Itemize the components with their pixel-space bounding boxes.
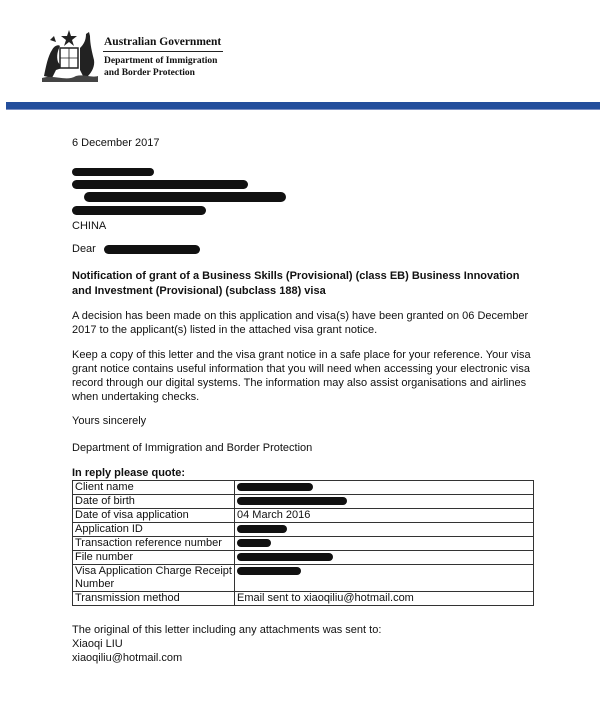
table-row bbox=[73, 537, 534, 551]
coat-of-arms-icon bbox=[40, 26, 100, 84]
recipient-email: xiaoqiliu@hotmail.com bbox=[72, 652, 183, 664]
table-row bbox=[73, 523, 534, 537]
row-value bbox=[235, 495, 534, 509]
row-label: File number bbox=[73, 551, 235, 565]
row-value bbox=[235, 537, 534, 551]
row-value: Email sent to xiaoqiliu@hotmail.com bbox=[235, 592, 534, 606]
body-paragraph-2: Keep a copy of this letter and the visa grant notice in a safe place for your reference. Your visa grant notice contains useful information that you will need when accessing your electronic visa record through our digital systems. The information may also assist organisations and airlines when undertaking checks. bbox=[72, 349, 531, 403]
row-value bbox=[235, 565, 534, 592]
header-divider bbox=[103, 51, 223, 52]
redacted-value bbox=[237, 497, 347, 505]
row-label: Date of birth bbox=[73, 495, 235, 509]
redacted-address-line-3 bbox=[72, 206, 206, 215]
row-label: Client name bbox=[73, 481, 235, 495]
department-name: Department of Immigration and Border Protection bbox=[104, 56, 218, 78]
row-label: Date of visa application bbox=[73, 509, 235, 523]
letter-subject: Notification of grant of a Business Skills (Provisional) (class EB) Business Innovation and Investment (Provisional) (subclass 188) visa bbox=[72, 270, 520, 297]
row-value bbox=[235, 551, 534, 565]
row-value: 04 March 2016 bbox=[235, 509, 534, 523]
row-label: Application ID bbox=[73, 523, 235, 537]
sent-to-block bbox=[72, 623, 381, 665]
header-blue-bar bbox=[6, 102, 600, 109]
row-label: Transaction reference number bbox=[73, 537, 235, 551]
redacted-value bbox=[237, 525, 287, 533]
closing: Yours sincerely bbox=[72, 415, 147, 427]
header-blue-bar-shadow bbox=[6, 109, 600, 110]
redacted-address-line-2 bbox=[84, 192, 286, 202]
reference-table bbox=[72, 480, 534, 606]
reference-table-title: In reply please quote: bbox=[72, 467, 186, 479]
table-row bbox=[73, 481, 534, 495]
row-value bbox=[235, 481, 534, 495]
letter-date: 6 December 2017 bbox=[72, 137, 160, 149]
table-row bbox=[73, 495, 534, 509]
redacted-recipient-name bbox=[104, 245, 200, 254]
redacted-name bbox=[72, 168, 154, 176]
recipient-name: Xiaoqi LIU bbox=[72, 638, 123, 650]
table-row bbox=[73, 551, 534, 565]
org-name: Australian Government bbox=[104, 36, 222, 48]
redacted-value bbox=[237, 553, 333, 561]
redacted-value bbox=[237, 567, 301, 575]
body-paragraph-1: A decision has been made on this application and visa(s) have been granted on 06 December 2017 to the applicant(s) listed in the attached visa grant notice. bbox=[72, 310, 529, 336]
row-label: Visa Application Charge Receipt Number bbox=[73, 565, 235, 592]
sent-to-line: The original of this letter including any attachments was sent to: bbox=[72, 624, 382, 636]
address-country: CHINA bbox=[72, 220, 107, 232]
table-row bbox=[73, 565, 534, 592]
greeting: Dear bbox=[72, 243, 96, 255]
row-value bbox=[235, 523, 534, 537]
row-label: Transmission method bbox=[73, 592, 235, 606]
redacted-value bbox=[237, 483, 313, 491]
table-row bbox=[73, 509, 534, 523]
sender: Department of Immigration and Border Protection bbox=[72, 442, 313, 454]
redacted-value bbox=[237, 539, 271, 547]
redacted-address-line-1 bbox=[72, 180, 248, 189]
table-row bbox=[73, 592, 534, 606]
